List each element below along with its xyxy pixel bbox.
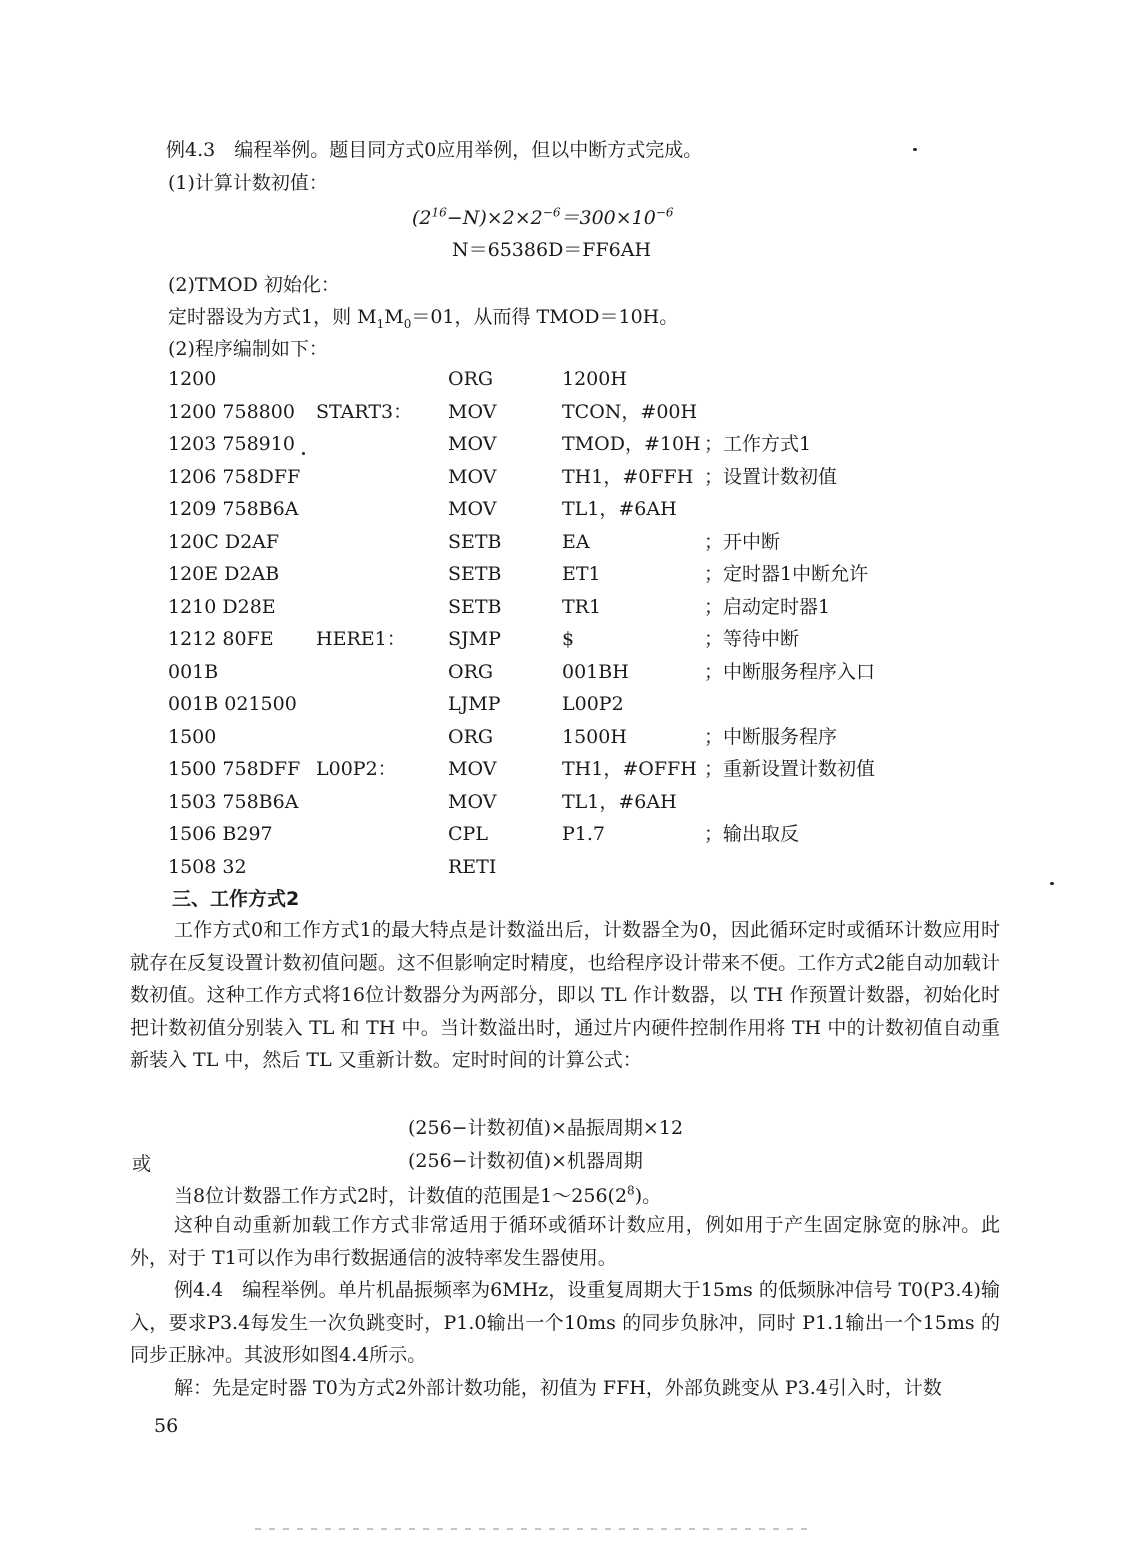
code-comment: ；输出取反: [704, 823, 800, 845]
code-comment: ；启动定时器1: [704, 595, 831, 618]
code-row: [168, 594, 928, 620]
paragraph-solution: 解：先是定时器 T0为方式2外部计数功能，初值为 FFH，外部负跳变从 P3.4引入时，计数: [174, 1377, 942, 1399]
code-comment: ；等待中断: [704, 628, 800, 650]
code-row: [168, 756, 928, 782]
code-row: [168, 431, 928, 457]
code-row: [168, 626, 928, 652]
step-2-label: (2)TMOD 初始化：: [168, 274, 340, 296]
code-comment: ；中断服务程序入口: [704, 660, 876, 683]
code-operand: 1200H: [562, 368, 627, 390]
code-address: 1212 80FE: [168, 628, 274, 650]
scan-speck: [913, 148, 917, 151]
code-comment: ；开中断: [704, 530, 781, 553]
code-row: [168, 789, 928, 815]
code-row: [168, 691, 928, 717]
step-1-label: (1)计算计数初值：: [168, 172, 328, 194]
paragraph-count-range: 当8位计数器工作方式2时，计数值的范围是$1\sim 256(2^8)$。: [174, 1183, 662, 1207]
code-address: 1500: [168, 725, 217, 748]
code-opcode: MOV: [448, 400, 497, 423]
code-label: HERE1：: [316, 628, 406, 650]
code-operand: 1500H: [562, 725, 627, 748]
code-opcode: MOV: [448, 498, 497, 520]
code-row: [168, 724, 928, 750]
code-operand: TR1: [562, 595, 602, 618]
code-address: 1209 758B6A: [168, 498, 299, 520]
scan-speck: [302, 452, 305, 455]
code-row: [168, 854, 928, 880]
code-address: 1508 32: [168, 855, 247, 878]
code-address: 1206 758DFF: [168, 465, 301, 488]
tmod-description: 定时器设为方式1，则 $M_1M_0=01$，从而得 TMOD＝10H。: [168, 306, 679, 331]
page-number: 56: [154, 1415, 179, 1437]
code-opcode: SETB: [448, 563, 502, 585]
paragraph-example-4-4: 例4.4 编程举例。单片机晶振频率为6MHz，设重复周期大于15ms 的低频脉冲信号 T0(P3.4)输入，要求P3.4每发生一次负跳变时，P1.0输出一个10ms 的同步负脉冲，同时 P1.1输出一个15ms 的同步正脉冲。其波形如图4.4所示。: [130, 1279, 1000, 1366]
code-operand: $: [562, 628, 575, 650]
code-operand: 001BH: [562, 660, 629, 683]
code-row: [168, 561, 928, 587]
equation-n-value: N＝65386D＝FF6AH: [452, 239, 652, 261]
code-opcode: MOV: [448, 433, 497, 455]
code-address: 001B: [168, 660, 219, 683]
code-address: 1203 758910: [168, 433, 295, 455]
code-row: [168, 496, 928, 522]
scan-speck: [1050, 882, 1054, 885]
code-address: 120E D2AB: [168, 563, 280, 585]
code-opcode: CPL: [448, 823, 488, 845]
code-row: [168, 659, 928, 685]
code-address: 1200: [168, 368, 217, 390]
code-opcode: ORG: [448, 368, 494, 390]
example-title: 例4.3 编程举例。题目同方式0应用举例，但以中断方式完成。: [166, 139, 703, 161]
code-row: [168, 399, 928, 425]
code-opcode: MOV: [448, 758, 497, 780]
code-opcode: SETB: [448, 530, 502, 553]
scan-noise: [255, 1528, 815, 1530]
code-operand: TH1，#OFFH: [562, 758, 697, 780]
code-comment: ；定时器1中断允许: [704, 563, 869, 585]
code-row: [168, 821, 928, 847]
code-opcode: SETB: [448, 595, 502, 618]
step-3-label: (2)程序编制如下：: [168, 338, 328, 360]
code-row: [168, 366, 928, 392]
code-row: [168, 529, 928, 555]
formula-crystal-period: (256−计数初值)×晶振周期×12: [408, 1117, 684, 1139]
code-opcode: RETI: [448, 855, 497, 878]
paragraph-auto-reload: 这种自动重新加载工作方式非常适用于循环或循环计数应用，例如用于产生固定脉宽的脉冲。此外，对于 T1可以作为串行数据通信的波特率发生器使用。: [130, 1214, 1000, 1269]
paragraph-mode2-description: 工作方式0和工作方式1的最大特点是计数溢出后，计数器全为0，因此循环定时或循环计数应用时就存在反复设置计数初值问题。这不但影响定时精度，也给程序设计带来不便。工作方式2能自动加载计数初值。这种工作方式将16位计数器分为两部分，即以 TL 作计数器，以 TH 作预置计数器，初始化时把计数初值分别装入 TL 和 TH 中。当计数溢出时，通过片内硬件控制作用将 TH 中的计数初值自动重新装入 TL 中，然后 TL 又重新计数。定时时间的计算公式：: [130, 919, 1000, 1071]
code-operand: TCON，#00H: [562, 400, 698, 423]
code-address: 1500 758DFF: [168, 758, 301, 780]
formula-machine-period: (256−计数初值)×机器周期: [408, 1150, 643, 1172]
code-comment: ；设置计数初值: [704, 465, 838, 488]
code-comment: ；工作方式1: [704, 433, 812, 455]
code-opcode: SJMP: [448, 628, 501, 650]
code-operand: L00P2: [562, 693, 624, 715]
code-operand: TMOD，#10H: [562, 433, 701, 455]
code-opcode: LJMP: [448, 693, 501, 715]
code-operand: ET1: [562, 563, 601, 585]
code-address: 1200 758800: [168, 400, 295, 423]
code-opcode: ORG: [448, 660, 494, 683]
code-address: 1503 758B6A: [168, 790, 299, 813]
code-operand: P1.7: [562, 823, 606, 845]
code-label: L00P2：: [316, 758, 397, 780]
equation-initial-value: $(2^{16}-N)\times 2\times 2^{-6}=300\times 10^{-6}$: [412, 205, 674, 229]
code-operand: EA: [562, 530, 590, 553]
code-label: START3：: [316, 400, 413, 423]
code-comment: ；中断服务程序: [704, 725, 838, 748]
code-operand: TH1，#0FFH: [562, 465, 694, 488]
code-address: 1210 D28E: [168, 595, 276, 618]
code-operand: TL1，#6AH: [562, 790, 677, 813]
code-opcode: MOV: [448, 790, 497, 813]
code-opcode: ORG: [448, 725, 494, 748]
or-label: 或: [132, 1153, 152, 1175]
code-operand: TL1，#6AH: [562, 498, 677, 520]
section-heading: 三、工作方式2: [172, 888, 300, 910]
code-row: [168, 464, 928, 490]
code-address: 120C D2AF: [168, 530, 280, 553]
code-opcode: MOV: [448, 465, 497, 488]
code-comment: ；重新设置计数初值: [704, 758, 876, 780]
code-address: 1506 B297: [168, 823, 273, 845]
code-address: 001B 021500: [168, 693, 297, 715]
